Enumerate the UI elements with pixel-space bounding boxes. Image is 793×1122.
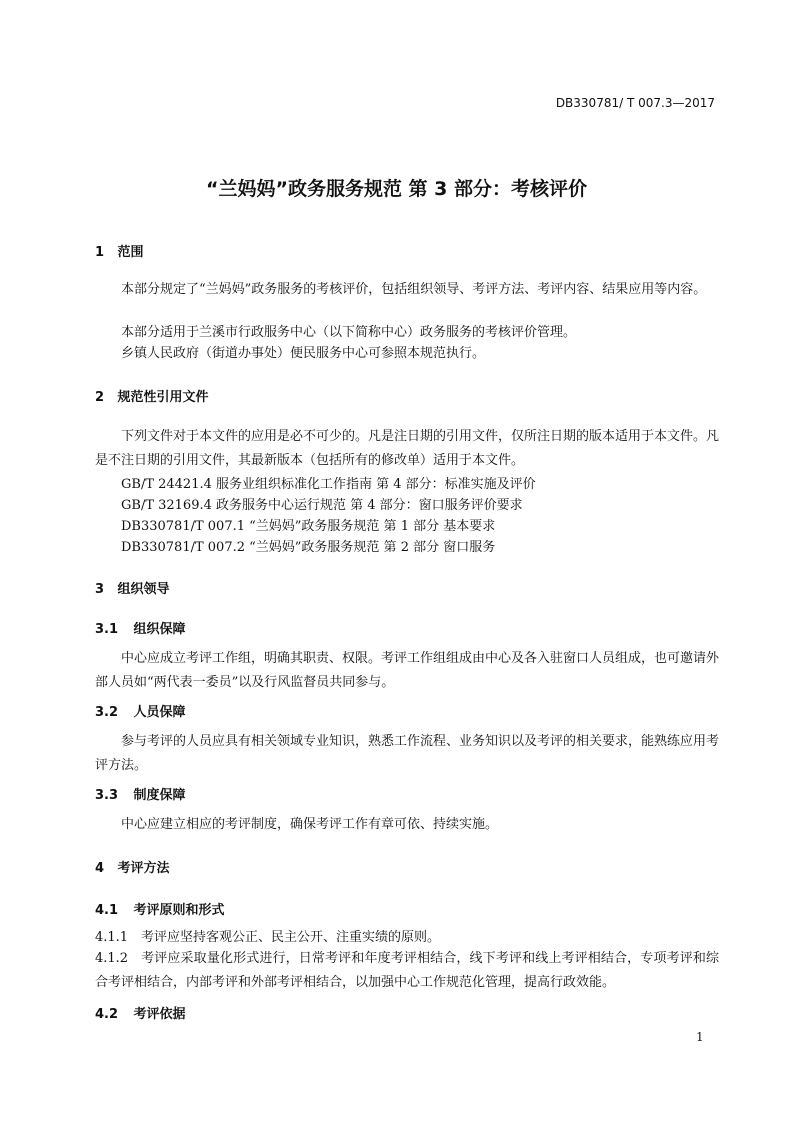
clause-number: 4.1.2: [95, 951, 129, 966]
page-title: “兰妈妈”政务服务规范 第 3 部分：考核评价: [205, 178, 588, 200]
page-number: 1: [696, 1030, 704, 1044]
clause-number: 4.1.1: [95, 930, 129, 945]
subsection-3-1-text: 中心应成立考评工作组，明确其职责、权限。考评工作组组成由中心及各入驻窗口人员组成，也可邀请外部人员如“两代表一委员”以及行风监督员共同参与。: [95, 651, 720, 690]
section-title: 考评方法: [117, 861, 170, 876]
subsection-title: 人员保障: [133, 705, 186, 720]
subsection-3-2-text: 参与考评的人员应具有相关领域专业知识，熟悉工作流程、业务知识以及考评的相关要求，能熟练应用考评方法。: [95, 734, 720, 773]
section-1-paragraph-3: 乡镇人民政府（街道办事处）便民服务中心可参照本规范执行。: [121, 346, 486, 361]
reference-item-1: GB/T 24421.4 服务业组织标准化工作指南 第 4 部分：标准实施及评价: [121, 477, 536, 492]
subsection-number: 3.1: [95, 622, 119, 637]
subsection-title: 制度保障: [133, 788, 186, 803]
section-2-paragraph-1: 下列文件对于本文件的应用是必不可少的。凡是注日期的引用文件，仅所注日期的版本适用于本文件。凡是不注日期的引用文件，其最新版本（包括所有的修改单）适用于本文件。: [95, 429, 720, 468]
section-1-paragraph-1: 本部分规定了“兰妈妈”政务服务的考核评价，包括组织领导、考评方法、考评内容、结果应用等内容。: [121, 282, 707, 297]
section-4-heading: [95, 857, 715, 876]
section-1-heading: [95, 241, 715, 260]
clause-text: 考评应坚持客观公正、民主公开、注重实绩的原则。: [141, 930, 441, 945]
subsection-4-1-heading: [95, 899, 715, 918]
reference-item-4: DB330781/T 007.2 “兰妈妈”政务服务规范 第 2 部分 窗口服务: [121, 540, 496, 555]
section-title: 组织领导: [117, 582, 170, 597]
subsection-number: 4.2: [95, 1007, 119, 1022]
reference-item-2: GB/T 32169.4 政务服务中心运行规范 第 4 部分：窗口服务评价要求: [121, 498, 523, 513]
clause-4-1-2: [95, 947, 719, 995]
section-number: 4: [95, 861, 105, 876]
section-title: 规范性引用文件: [117, 390, 209, 405]
header-code: DB330781/ T 007.3—2017: [555, 96, 715, 110]
subsection-number: 4.1: [95, 903, 119, 918]
section-title: 范围: [117, 245, 144, 260]
section-3-heading: [95, 578, 715, 597]
subsection-title: 考评依据: [133, 1007, 186, 1022]
section-number: 2: [95, 390, 105, 405]
section-number: 3: [95, 582, 105, 597]
subsection-title: 组织保障: [133, 622, 186, 637]
subsection-number: 3.2: [95, 705, 119, 720]
subsection-3-3-text: 中心应建立相应的考评制度，确保考评工作有章可依、持续实施。: [121, 817, 499, 832]
section-number: 1: [95, 245, 105, 260]
reference-item-3: DB330781/T 007.1 “兰妈妈”政务服务规范 第 1 部分 基本要求: [121, 519, 496, 534]
subsection-3-1-heading: [95, 618, 715, 637]
subsection-3-2-heading: [95, 701, 715, 720]
subsection-title: 考评原则和形式: [133, 903, 225, 918]
section-1-paragraph-2: 本部分适用于兰溪市行政服务中心（以下简称中心）政务服务的考核评价管理。: [121, 325, 577, 340]
clause-text: 考评应采取量化形式进行，日常考评和年度考评相结合，线下考评和线上考评相结合，专项考评和综合考评相结合，内部考评和外部考评相结合，以加强中心工作规范化管理，提高行政效能。: [95, 951, 719, 990]
section-2-heading: [95, 386, 715, 405]
subsection-4-2-heading: [95, 1003, 715, 1022]
subsection-number: 3.3: [95, 788, 119, 803]
subsection-3-3-heading: [95, 784, 715, 803]
